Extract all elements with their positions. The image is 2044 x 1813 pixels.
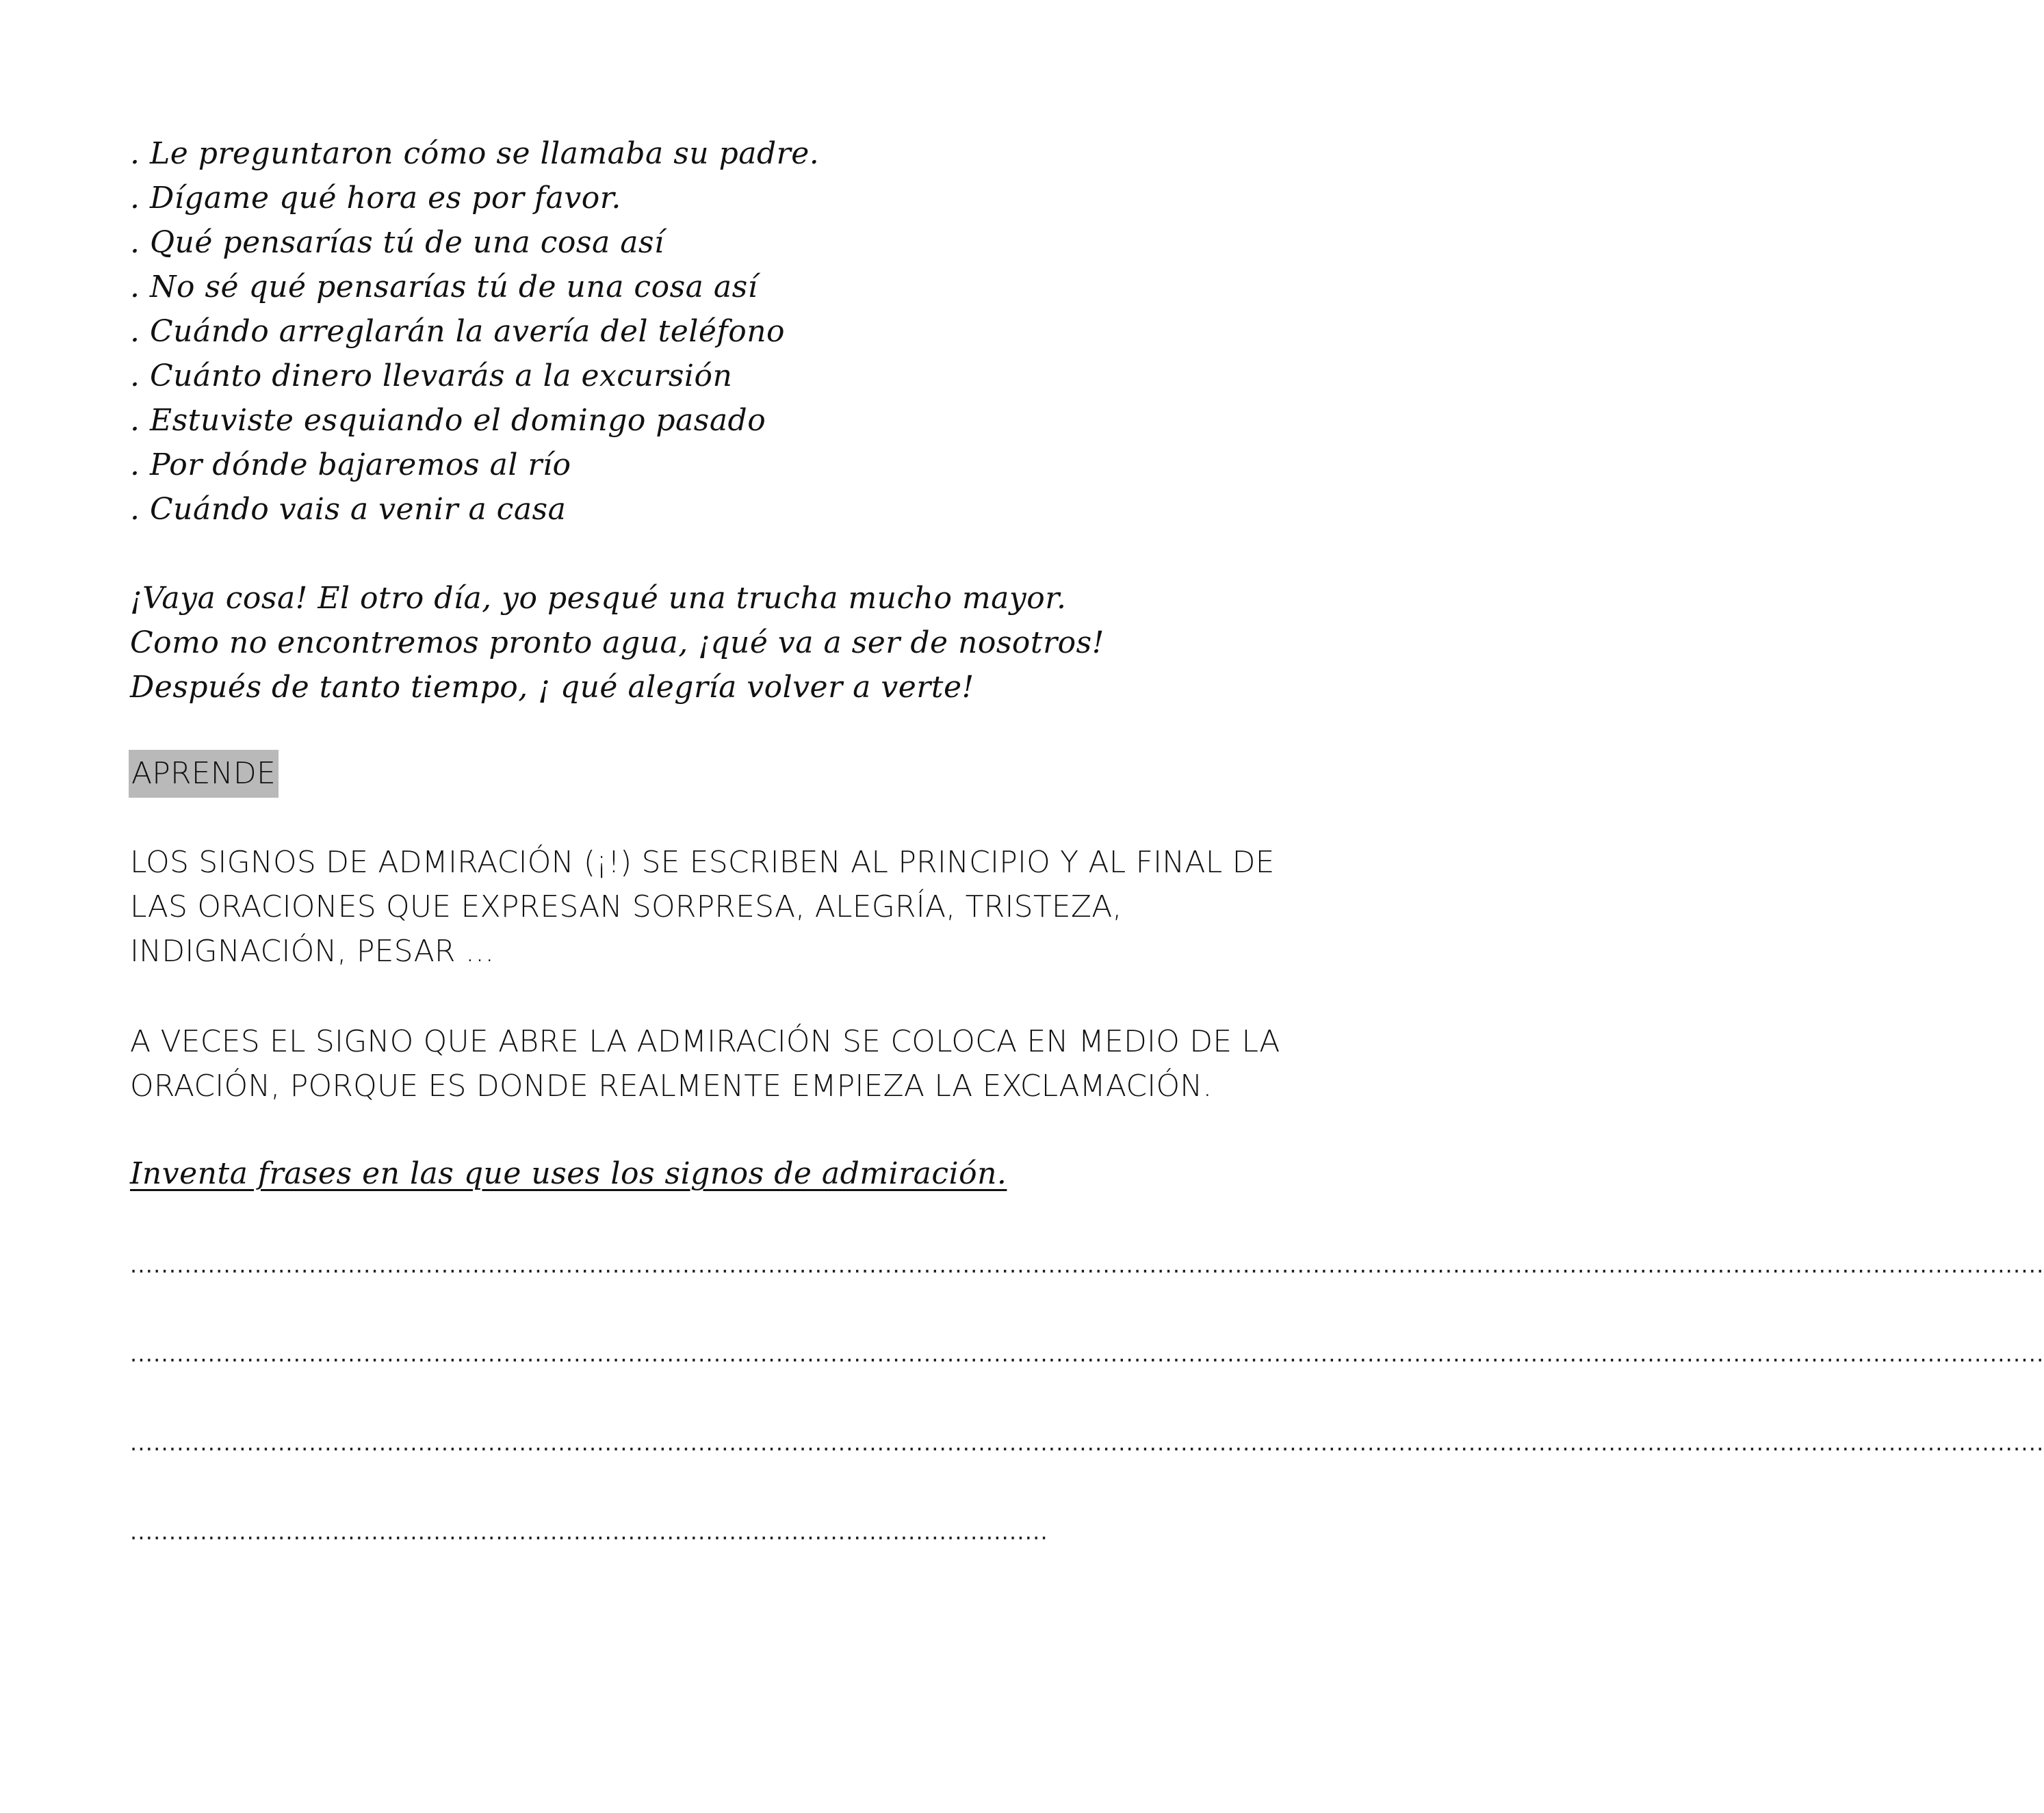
task-instruction: Inventa frases en las que uses los signos de admiración.	[130, 1156, 1007, 1191]
answer-line[interactable]: ......................................................................................................................................................................................................................................................	[130, 1341, 2044, 1367]
answer-line[interactable]: ......................................................................................................................	[130, 1519, 1048, 1545]
question-list	[130, 131, 819, 532]
list-item: . Le preguntaron cómo se llamaba su padre.	[130, 136, 820, 171]
rule-line: ORACIÓN, PORQUE ES DONDE REALMENTE EMPIEZA LA EXCLAMACIÓN.	[130, 1069, 1213, 1104]
rule-line: LOS SIGNOS DE ADMIRACIÓN (¡!) SE ESCRIBEN AL PRINCIPIO Y AL FINAL DE	[130, 845, 1275, 880]
list-item: . Qué pensarías tú de una cosa así	[130, 225, 664, 260]
answer-line[interactable]: ......................................................................................................................................................................................................................................................	[130, 1252, 2044, 1278]
rule-paragraph-1	[130, 840, 1275, 974]
list-item: . Estuviste esquiando el domingo pasado	[130, 403, 766, 438]
answer-line[interactable]: ......................................................................................................................................................................................................................................................	[130, 1430, 2044, 1456]
rule-line: A VECES EL SIGNO QUE ABRE LA ADMIRACIÓN SE COLOCA EN MEDIO DE LA	[130, 1024, 1280, 1059]
list-item: . Cuánto dinero llevarás a la excursión	[130, 358, 733, 393]
rule-paragraph-2	[130, 1019, 1280, 1108]
example-sentence: ¡Vaya cosa! El otro día, yo pesqué una trucha mucho mayor.	[130, 581, 1067, 616]
list-item: . Por dónde bajaremos al río	[130, 447, 571, 482]
example-sentence: Como no encontremos pronto agua, ¡qué va a ser de nosotros!	[130, 625, 1104, 660]
example-sentence: Después de tanto tiempo, ¡ qué alegría volver a verte!	[130, 670, 974, 705]
list-item: . Cuándo arreglarán la avería del teléfono	[130, 314, 786, 349]
rule-line: LAS ORACIONES QUE EXPRESAN SORPRESA, ALEGRÍA, TRISTEZA,	[130, 889, 1122, 924]
list-item: . No sé qué pensarías tú de una cosa así	[130, 270, 758, 304]
rule-line: INDIGNACIÓN, PESAR ...	[130, 934, 495, 969]
aprende-label: APRENDE	[129, 750, 279, 798]
list-item: . Cuándo vais a venir a casa	[130, 492, 567, 527]
exclamation-examples	[130, 576, 1104, 709]
list-item: . Dígame qué hora es por favor.	[130, 181, 621, 216]
